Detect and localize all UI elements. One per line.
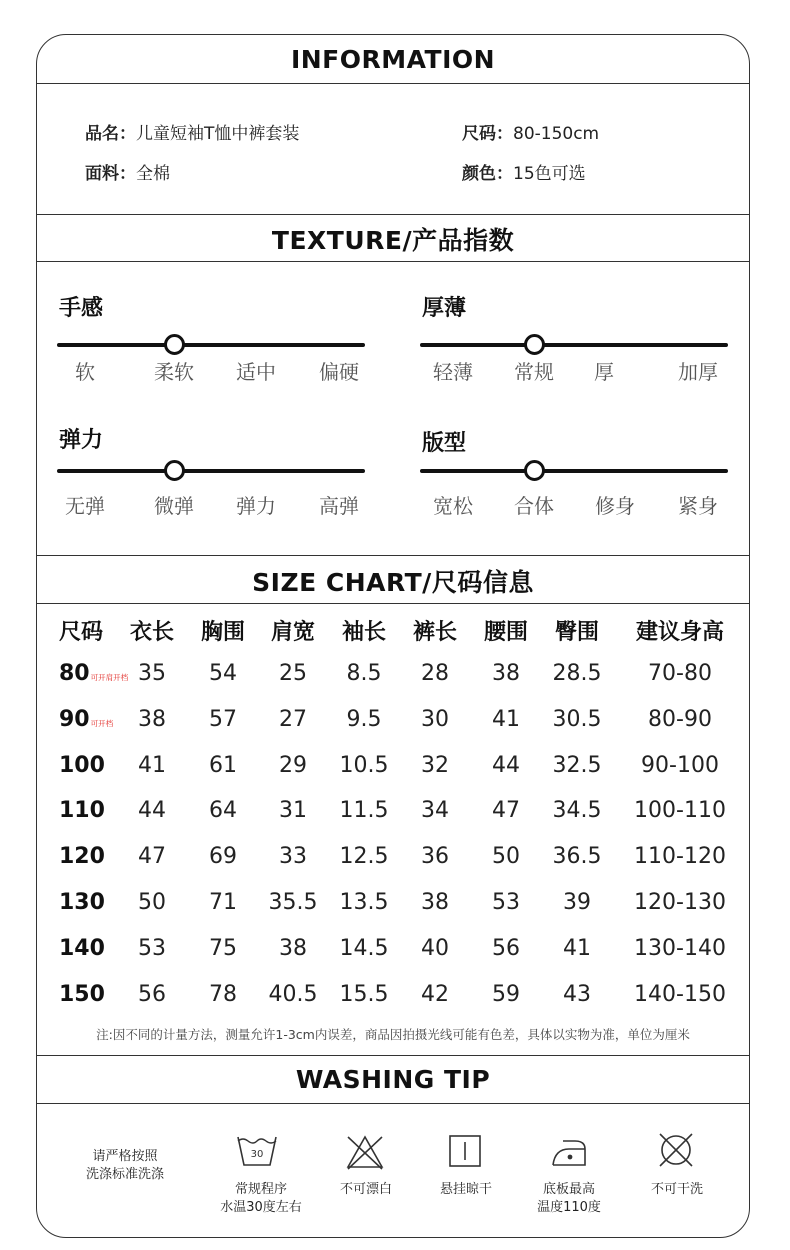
size-table-cell: 36 — [421, 844, 449, 870]
size-table-cell: 78 — [209, 981, 237, 1007]
size-header-cell: 袖长 — [341, 620, 387, 645]
texture-option-label: 软 — [75, 360, 95, 384]
size-table-cell: 120-130 — [634, 890, 726, 915]
size-header-cell: 衣长 — [129, 620, 175, 645]
information-title: INFORMATION — [290, 45, 496, 74]
size-table-cell: 32.5 — [552, 752, 602, 778]
size-table-cell: 30 — [421, 706, 449, 732]
size-table-cell: 44 — [138, 798, 166, 824]
size-table-cell: 14.5 — [339, 935, 389, 961]
size-table-cell: 29 — [279, 752, 307, 778]
size-table-cell: 41 — [563, 935, 591, 961]
size-table-cell: 90-100 — [641, 752, 719, 778]
divider — [37, 603, 749, 604]
washing-title: WASHING TIP — [295, 1065, 491, 1094]
size-table-cell: 61 — [209, 752, 237, 778]
bleach-tip-label: 不可漂白 — [339, 1182, 393, 1197]
texture-option-label: 高弹 — [319, 494, 359, 518]
size-header-cell: 胸围 — [200, 620, 246, 645]
size-table-cell: 35.5 — [268, 890, 318, 915]
size-table-cell: 38 — [279, 935, 307, 961]
dry-clean-tip-label: 不可干洗 — [650, 1182, 704, 1197]
texture-slider-track — [420, 343, 728, 347]
size-table-cell: 50 — [492, 844, 520, 870]
size-value: 130 — [59, 890, 105, 915]
size-row-size — [59, 661, 128, 686]
iron-tip-label: 底板最高 温度110度 — [537, 1182, 601, 1215]
size-header-cell: 肩宽 — [270, 620, 316, 645]
size-table-cell: 40 — [421, 935, 449, 961]
size-row-size — [59, 753, 105, 778]
texture-option-label: 适中 — [236, 360, 276, 384]
size-table-cell: 43 — [563, 981, 591, 1007]
size-row-size — [59, 707, 113, 732]
info-size: 尺码：80-150cm — [462, 124, 600, 144]
size-table-cell: 25 — [279, 661, 307, 686]
size-table-cell: 34 — [421, 798, 449, 824]
texture-slider-track — [57, 343, 365, 347]
size-header-cell: 臀围 — [554, 620, 600, 645]
size-table-cell: 39 — [563, 890, 591, 915]
size-table-cell: 44 — [492, 752, 520, 778]
size-table-cell: 64 — [209, 798, 237, 824]
info-fabric: 面料：全棉 — [85, 164, 170, 184]
size-table-cell: 35 — [138, 661, 166, 686]
size-table-cell: 9.5 — [346, 706, 382, 732]
size-table-cell: 41 — [492, 706, 520, 732]
size-table-cell: 12.5 — [339, 844, 389, 870]
info-product-name: 品名：儿童短袖T恤中裤套装 — [85, 124, 300, 144]
divider — [37, 1103, 749, 1104]
size-row-size — [59, 890, 105, 915]
texture-option-label: 宽松 — [433, 494, 473, 518]
size-table-cell: 11.5 — [339, 798, 389, 824]
wash-temp-label: 30 — [250, 1149, 264, 1160]
texture-group-title: 手感 — [59, 296, 104, 321]
size-table-cell: 30.5 — [552, 706, 602, 732]
size-header-cell: 裤长 — [412, 620, 458, 645]
texture-group-title: 厚薄 — [422, 296, 467, 321]
size-table-cell: 57 — [209, 706, 237, 732]
texture-option-label: 常规 — [514, 360, 554, 384]
size-row-size — [59, 936, 105, 961]
size-table-cell: 36.5 — [552, 844, 602, 870]
texture-option-label: 偏硬 — [319, 360, 359, 384]
texture-option-label: 厚 — [594, 360, 614, 384]
size-value: 110 — [59, 798, 105, 824]
size-table-cell: 69 — [209, 844, 237, 870]
texture-option-label: 无弹 — [65, 494, 105, 518]
size-header-cell: 建议身高 — [635, 620, 725, 645]
divider — [37, 555, 749, 556]
wash-tip-label: 常规程序 水温30度左右 — [220, 1182, 302, 1215]
texture-option-label: 紧身 — [678, 494, 718, 518]
size-table-cell: 70-80 — [648, 661, 712, 686]
no-bleach-icon — [345, 1133, 385, 1171]
size-row-size — [59, 982, 105, 1007]
size-table-cell: 42 — [421, 981, 449, 1007]
size-table-cell: 32 — [421, 752, 449, 778]
no-dry-clean-icon — [657, 1131, 695, 1169]
size-opening-tag: 可开肩开档 — [90, 673, 129, 682]
size-table-cell: 56 — [138, 981, 166, 1007]
size-table-cell: 27 — [279, 706, 307, 732]
texture-slider-knob — [164, 334, 185, 355]
texture-slider-knob — [164, 460, 185, 481]
size-row-size — [59, 844, 105, 869]
texture-option-label: 修身 — [595, 494, 635, 518]
size-table-cell: 53 — [138, 935, 166, 961]
size-note: 注:因不同的计量方法，测量允许1-3cm内误差，商品因拍摄光线可能有色差，具体以实物为准，单位为厘米 — [96, 1027, 690, 1042]
size-table-cell: 28.5 — [552, 661, 602, 686]
texture-title: TEXTURE/产品指数 — [271, 226, 515, 255]
divider — [37, 1055, 749, 1056]
size-value: 90 — [59, 706, 90, 732]
info-color: 颜色：15色可选 — [462, 164, 586, 184]
texture-option-label: 加厚 — [678, 360, 718, 384]
texture-option-label: 微弹 — [154, 494, 194, 518]
size-value: 120 — [59, 844, 105, 870]
hang-dry-icon — [448, 1134, 482, 1168]
texture-slider-knob — [524, 334, 545, 355]
size-table-cell: 41 — [138, 752, 166, 778]
wash-30-icon — [235, 1133, 279, 1169]
size-table-cell: 38 — [492, 661, 520, 686]
size-header-cell: 尺码 — [58, 620, 104, 645]
texture-group-title: 弹力 — [59, 428, 104, 453]
size-table-cell: 38 — [138, 706, 166, 732]
size-value: 100 — [59, 752, 105, 778]
texture-option-label: 轻薄 — [433, 360, 473, 384]
size-table-cell: 47 — [492, 798, 520, 824]
size-value: 80 — [59, 661, 90, 686]
size-table-cell: 38 — [421, 890, 449, 915]
size-opening-tag: 可开档 — [90, 718, 114, 728]
size-table-cell: 130-140 — [634, 935, 726, 961]
texture-group-title: 版型 — [422, 431, 467, 456]
size-table-cell: 33 — [279, 844, 307, 870]
size-table-cell: 140-150 — [634, 981, 726, 1007]
iron-medium-icon — [549, 1135, 589, 1169]
size-table-cell: 31 — [279, 798, 307, 824]
size-table-cell: 56 — [492, 935, 520, 961]
dry-tip-label: 悬挂晾干 — [439, 1182, 493, 1197]
size-table-cell: 110-120 — [634, 844, 726, 870]
size-value: 150 — [59, 981, 105, 1007]
size-table-cell: 47 — [138, 844, 166, 870]
divider — [37, 261, 749, 262]
size-table-cell: 28 — [421, 661, 449, 686]
size-table-cell: 40.5 — [268, 981, 318, 1007]
divider — [37, 214, 749, 215]
texture-option-label: 柔软 — [154, 360, 194, 384]
texture-slider-track — [57, 469, 365, 473]
info-card — [36, 34, 750, 1238]
texture-option-label: 合体 — [514, 494, 554, 518]
size-table-cell: 10.5 — [339, 752, 389, 778]
size-table-cell: 59 — [492, 981, 520, 1007]
size-table-cell: 53 — [492, 890, 520, 915]
size-row-size — [59, 798, 105, 823]
texture-option-label: 弹力 — [236, 494, 276, 518]
size-value: 140 — [59, 935, 105, 961]
size-table-cell: 75 — [209, 935, 237, 961]
size-table-cell: 34.5 — [552, 798, 602, 824]
size-table-cell: 80-90 — [648, 706, 712, 732]
size-table-cell: 71 — [209, 890, 237, 915]
divider — [37, 83, 749, 84]
size-chart-title: SIZE CHART/尺码信息 — [252, 568, 534, 597]
texture-slider-knob — [524, 460, 545, 481]
size-table-cell: 13.5 — [339, 890, 389, 915]
size-table-cell: 50 — [138, 890, 166, 915]
size-table-cell: 15.5 — [339, 981, 389, 1007]
size-table-cell: 8.5 — [346, 661, 382, 686]
size-table-cell: 100-110 — [634, 798, 726, 824]
size-table-cell: 54 — [209, 661, 237, 686]
texture-slider-track — [420, 469, 728, 473]
washing-intro: 请严格按照 洗涤标准洗涤 — [85, 1149, 165, 1182]
size-header-cell: 腰围 — [483, 620, 529, 645]
